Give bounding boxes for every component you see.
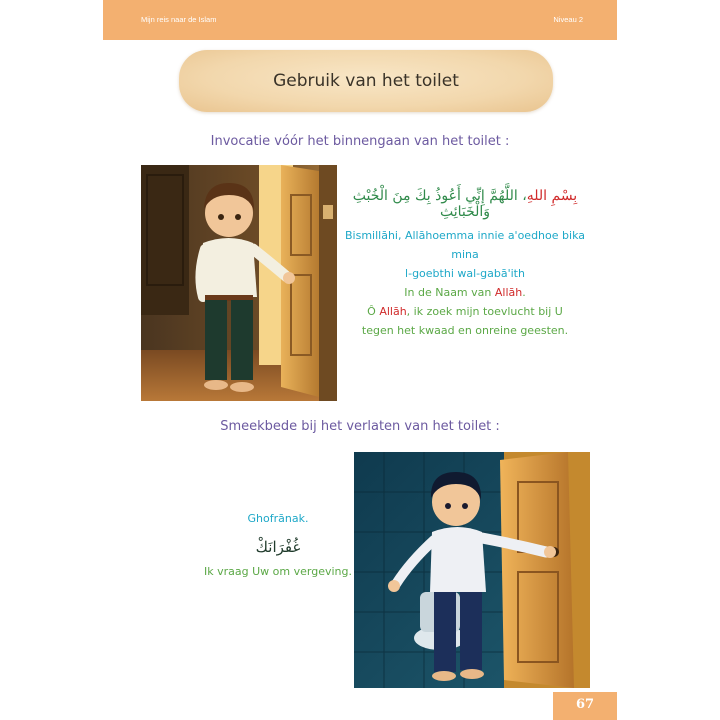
leaving-transliteration: Ghofrānak. xyxy=(247,512,309,525)
leaving-supplication xyxy=(188,509,368,581)
allah-word: Allāh xyxy=(379,305,407,318)
leaving-meaning: Ik vraag Uw om vergeving. xyxy=(204,565,352,578)
entering-transliteration-1: Bismillāhi, Allāhoemma innie a'oedhoe bika mina xyxy=(345,229,585,261)
entering-meaning-2: Ô Allāh, ik zoek mijn toevlucht bij U xyxy=(367,305,563,318)
bismillah-arabic: بِسْمِ اللهِ xyxy=(526,188,578,204)
title-banner xyxy=(179,50,553,112)
page-title: Gebruik van het toilet xyxy=(273,71,459,91)
boy-leaving-illustration xyxy=(354,452,590,688)
leaving-arabic: غُفْرَانَكْ xyxy=(255,538,301,556)
header-level: Niveau 2 xyxy=(553,15,583,24)
entering-heading: Invocatie vóór het binnengaan van het toilet : xyxy=(210,134,510,149)
book-page xyxy=(103,0,617,720)
page-number: 67 xyxy=(575,697,595,712)
header-bar xyxy=(103,0,617,40)
entering-meaning-3: tegen het kwaad en onreine geesten. xyxy=(361,324,569,337)
entering-supplication xyxy=(335,188,595,340)
header-book-title: Mijn reis naar de Islam xyxy=(141,15,217,24)
entering-transliteration-2: l-goebthi wal-gabā'ith xyxy=(405,267,525,280)
entering-meaning-1: In de Naam van Allāh. xyxy=(404,286,526,299)
allah-word: Allāh xyxy=(494,286,523,299)
boy-entering-illustration xyxy=(141,165,337,401)
entering-arabic xyxy=(335,188,595,220)
entering-arabic-rest: ، اللَّهُمَّ إِنِّي أَعُوذُ بِكَ مِنَ الْخُبْثِ وَالْخَبَائِثِ xyxy=(352,188,527,220)
page-number-tab xyxy=(553,692,617,720)
leaving-heading: Smeekbede bij het verlaten van het toilet : xyxy=(220,419,500,434)
